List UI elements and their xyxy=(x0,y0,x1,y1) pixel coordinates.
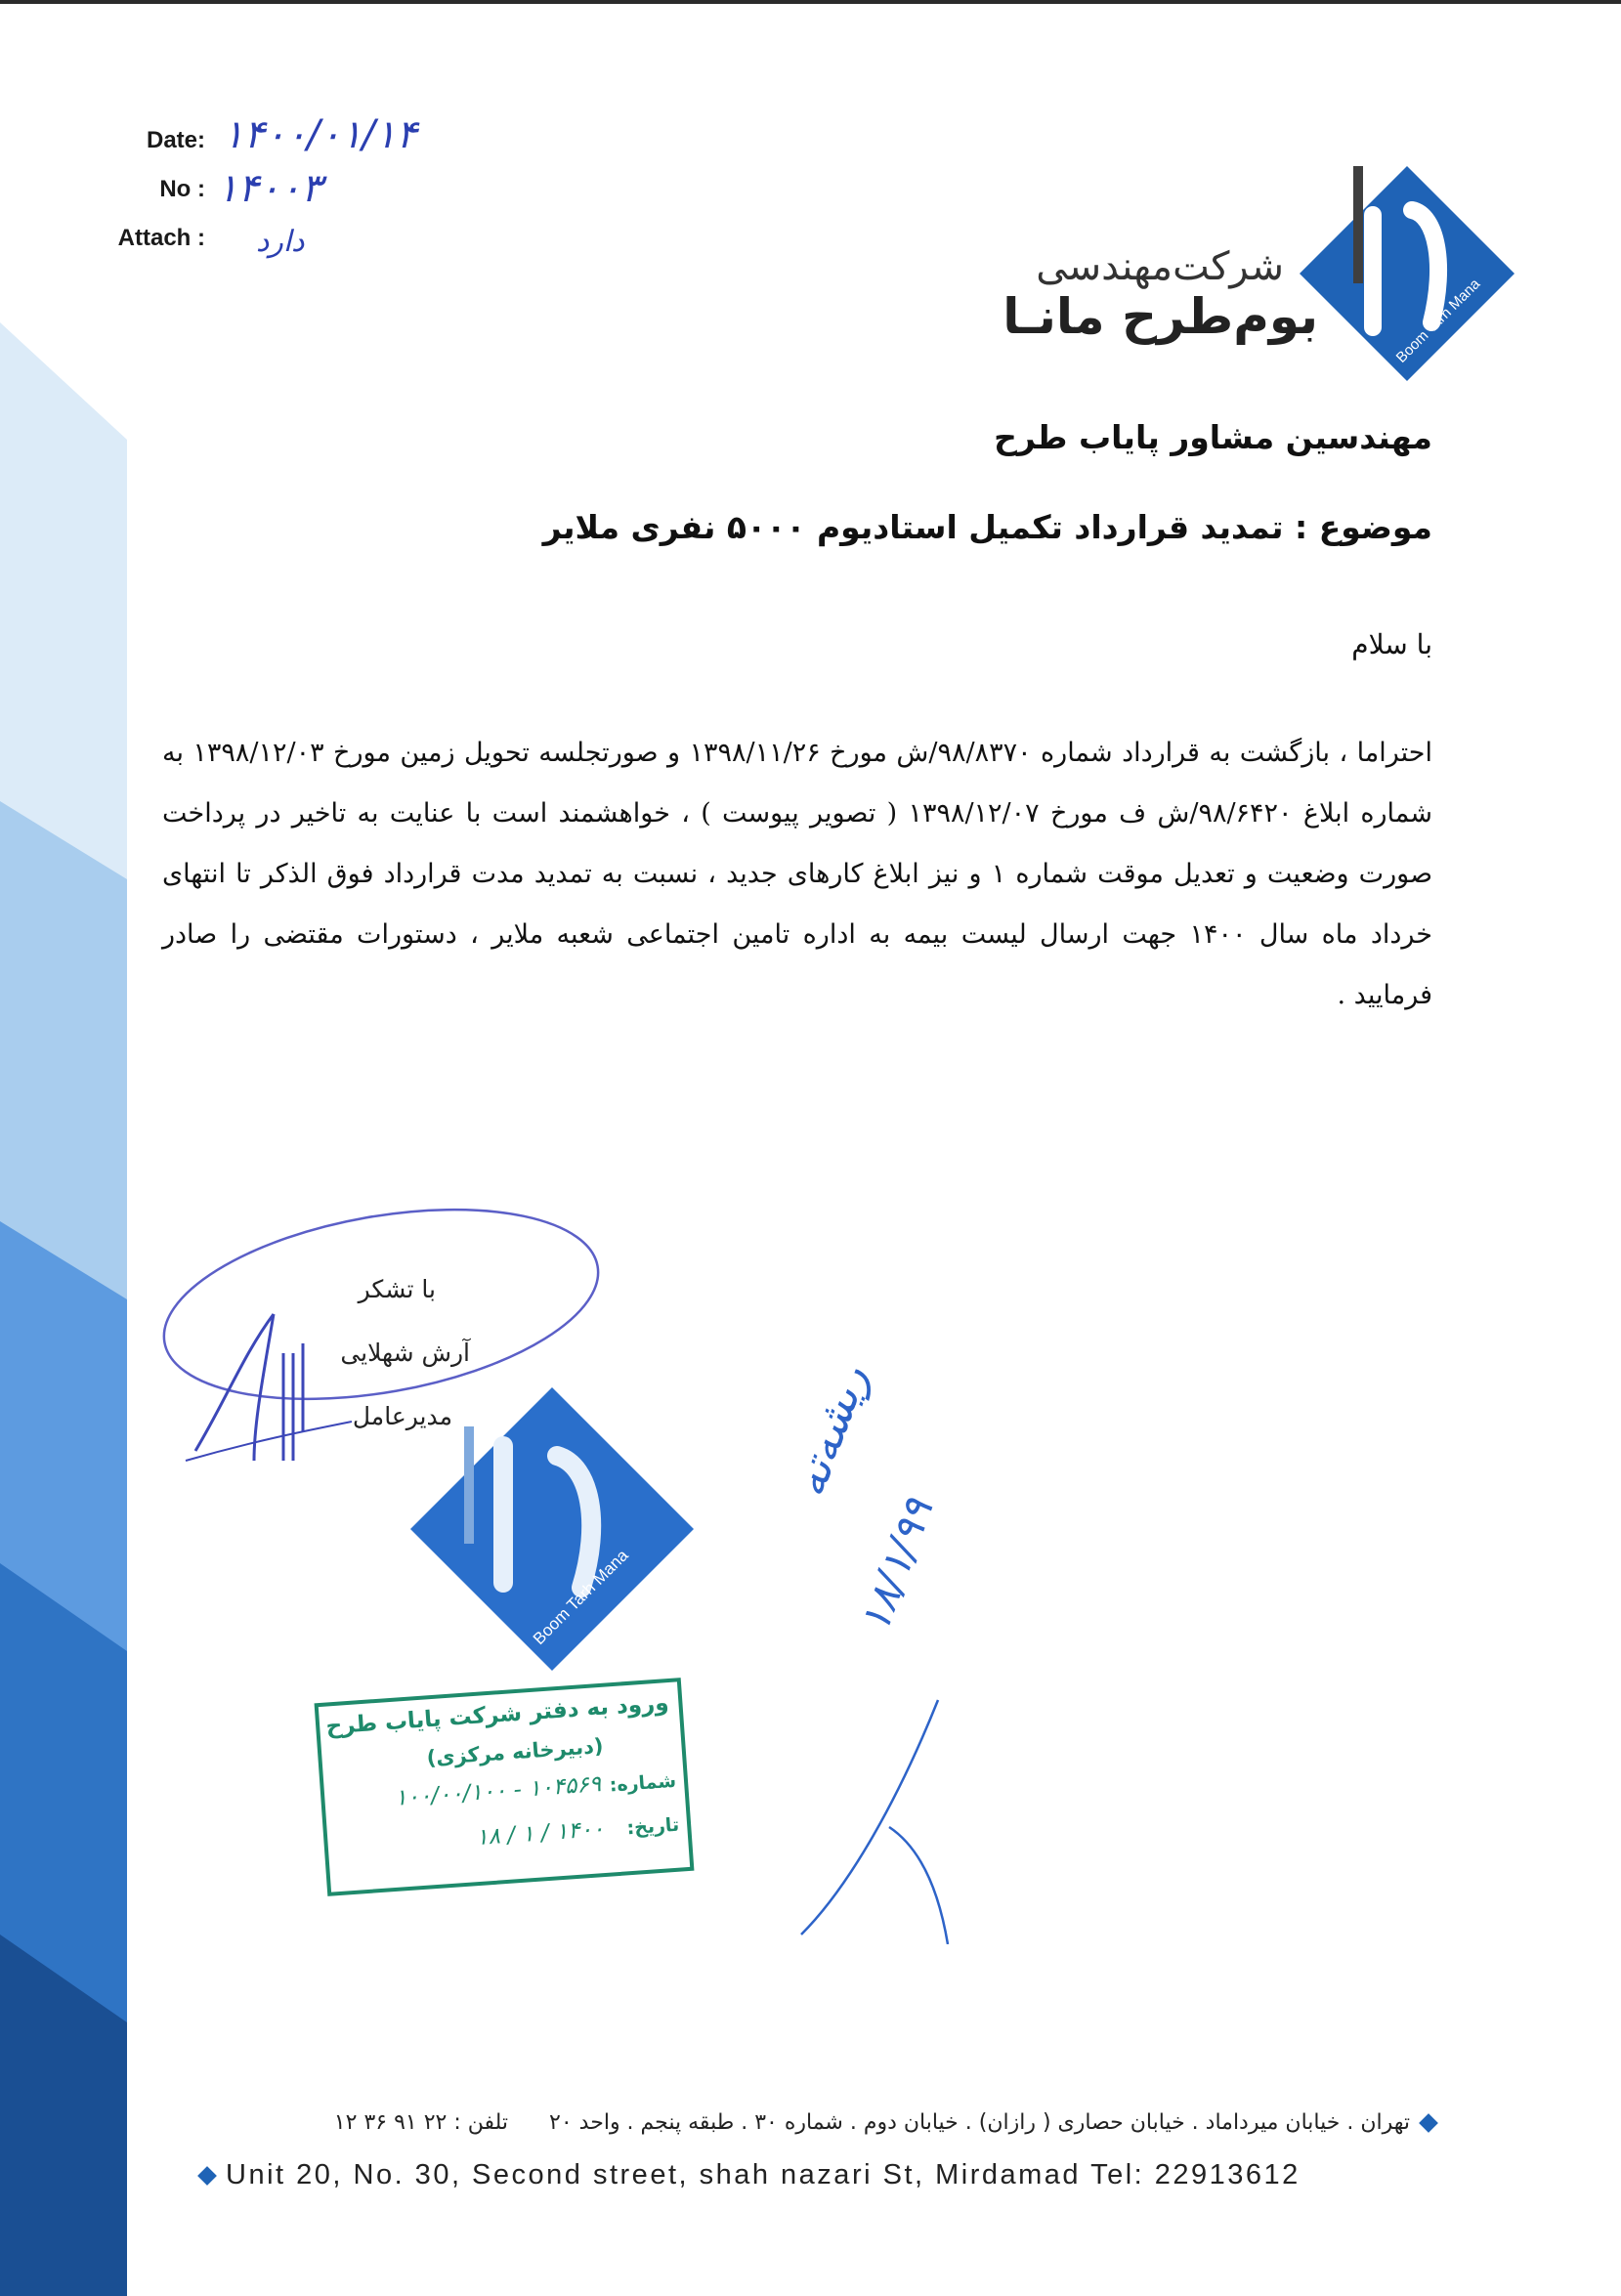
company-line1: شرکت‌مهندسی xyxy=(1036,244,1284,289)
handwritten-text: ریشه‌ته xyxy=(782,1358,878,1504)
footer-fa xyxy=(334,2110,1435,2135)
signature-name: آرش شهلایی xyxy=(340,1339,470,1367)
stamp-number-label: شماره: xyxy=(609,1769,677,1797)
stamp-line2: (دبیرخانه مرکزی) xyxy=(425,1733,605,1770)
footer-en xyxy=(200,2159,1301,2191)
stamp-date-value: ۱۴۰۰ / ۱ / ۱۸ xyxy=(475,1816,606,1851)
signature-title: مدیرعامل xyxy=(352,1402,452,1430)
date-value: ۱۴۰۰/۰۱/۱۴ xyxy=(223,112,417,157)
seal-text: Boom Tarh Mana xyxy=(529,1546,632,1649)
footer-address-fa: تهران . خیابان میرداماد . خیابان حصاری ( رازان) . خیابان دوم . شماره ۳۰ . طبقه پنجم . واحد ۲۰ xyxy=(549,2110,1410,2135)
company-name: بوم‌طرح مانـا xyxy=(1002,288,1318,345)
stamp-line1: ورود به دفتر شرکت پایاب طرح xyxy=(324,1690,670,1740)
handwritten-number: ۱۸/۱/۹۹ xyxy=(850,1492,943,1638)
footer-address-en: Unit 20, No. 30, Second street, shah nazari St, Mirdamad Tel: 22913612 xyxy=(226,2159,1301,2190)
date-label: Date: xyxy=(146,127,205,153)
number-value: ۱۴۰۰۳ xyxy=(217,166,322,211)
attach-label: Attach : xyxy=(117,225,205,251)
signature-closing: با تشکر xyxy=(358,1275,436,1303)
subject: موضوع : تمدید قرارداد تکمیل استادیوم ۵۰۰۰ نفری ملایر xyxy=(542,508,1432,546)
stamp-date-label: تاریخ: xyxy=(625,1813,680,1840)
bullet-icon xyxy=(1419,2113,1438,2133)
greeting: با سلام xyxy=(1351,628,1432,660)
number-label: No : xyxy=(159,176,205,202)
footer-phone-fa: تلفن : ۲۲ ۹۱ ۳۶ ۱۲ xyxy=(333,2110,509,2135)
stamp-number-value: ۱۰۴۵۶۹ - ۱۰۰/۰۰/۱۰۰ xyxy=(394,1771,602,1811)
letter-body: احتراما ، بازگشت به قرارداد شماره ۹۸/۸۳۷۰/ش مورخ ۱۳۹۸/۱۱/۲۶ و صورتجلسه تحویل زمین مورخ ۱۳۹۸/۱۲/۰۳ به شماره ابلاغ ۹۸/۶۴۲۰/ش ف مورخ ۱۳۹۸/۱۲/۰۷ ( تصویر پیوست ) ، خواهشمند است با عنایت به تاخیر در پرداخت صورت وضعیت و تعدیل موقت شماره ۱ و نیز ابلاغ کارهای جدید ، نسبت به تمدید مدت قرارداد فوق الذکر تا انتهای خرداد ماه سال ۱۴۰۰ جهت ارسال لیست بیمه به اداره تامین اجتماعی شعبه ملایر ، دستورات مقتضی را صادر فرمایید . xyxy=(162,738,1433,1010)
entry-stamp xyxy=(315,1678,695,1896)
recipient: مهندسین مشاور پایاب طرح xyxy=(994,418,1432,456)
bullet-icon xyxy=(197,2166,217,2186)
company-seal xyxy=(410,1387,694,1671)
company-logo xyxy=(1290,156,1524,391)
attach-value: دارد xyxy=(256,225,305,259)
logo-text: Boom Tarh Mana xyxy=(1392,276,1484,366)
